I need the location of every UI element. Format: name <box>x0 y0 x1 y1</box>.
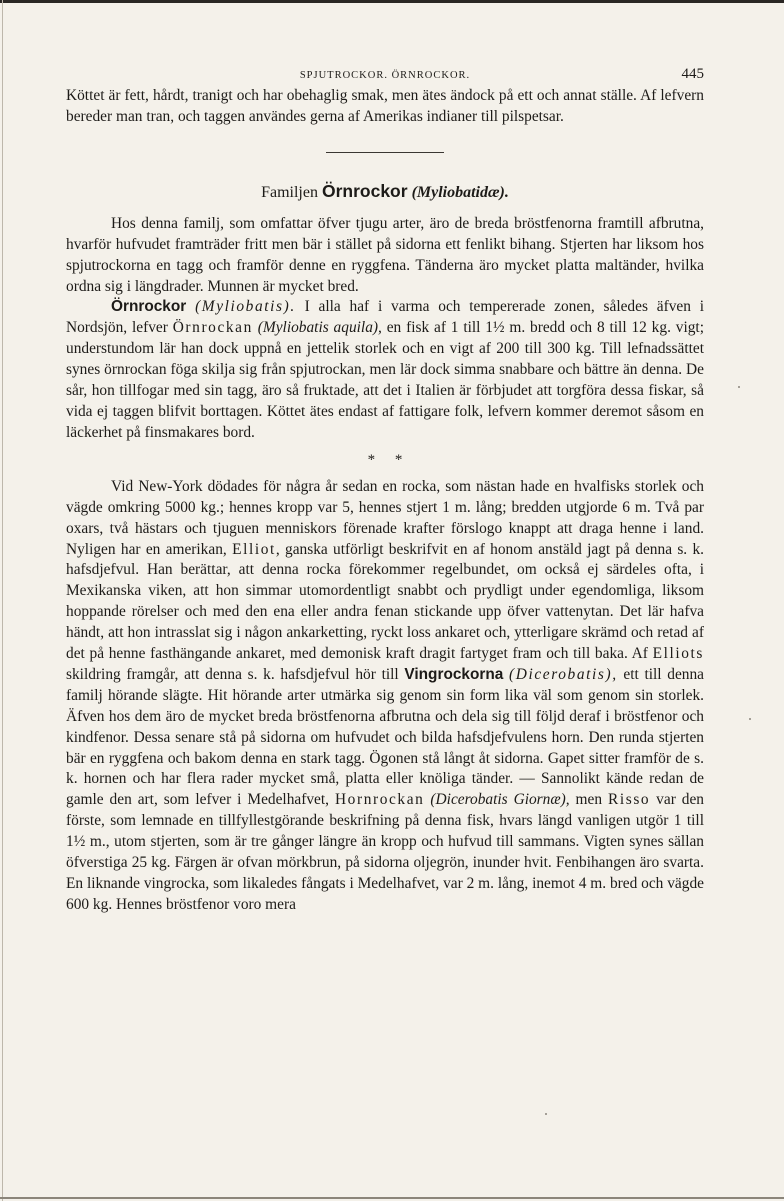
scan-edge-top <box>0 0 784 3</box>
ornrocka-spaced-name: Örnrockan <box>172 319 253 337</box>
elliot-name: Elliot <box>232 540 276 558</box>
giornae-latin: (Dicerobatis Giornæ), <box>430 791 570 809</box>
risso-name: Risso <box>608 791 651 809</box>
page-number: 445 <box>681 66 704 82</box>
newyork-text-4: ett till denna familj hörande slägte. Hit hörande arter utmärka sig genom sin form lika väl som genom sin storlek. Äfven hos dem äro de mycket breda bröstfenorna afbrutna och dela sig till följd deraf i bröstfenor och kindfenor. Dessa senare stå på sidorna om hufvudet och bilda hafsdjefvulens horn. Den runda stjerten bär en ryggfena och bakom denna en stark tagg. Ögonen stå långt åt sidorna. Gapet sitter framför de s. k. hornen och har flera rader mycket små, platta eller knöliga tänder. — Sannolikt kände redan de gamle den art, som lefver i Medelhafvet, <box>66 665 705 809</box>
intro-paragraph: Köttet är fett, hårdt, tranigt och har obehaglig smak, men ätes ändock på ett och annat ställe. Af lefvern bereder man tran, och taggen användes gerna af Amerikas indianer till pilspetsar. <box>66 87 704 125</box>
family-paragraph: Hos denna familj, som omfattar öfver tjugu arter, äro de breda bröstfenorna framtill afbrutna, hvarför hufvudet framträder fritt men bär i stället på sidorna ett fenlikt bihang. Stjerten har liksom hos spjutrockorna en tagg och framför denne en ryggfena. Tänderna äro mycket platta maltänder, hvilka ordna sig i längdrader. Munnen är mycket bred. <box>66 214 704 295</box>
running-head <box>66 62 704 86</box>
newyork-paragraph <box>66 477 704 916</box>
vingrockorna-name: Vingrockorna <box>404 665 504 683</box>
ornrocka-latin-2: (Myliobatis aquila), <box>257 319 382 337</box>
running-head-title: SPJUTROCKOR. ÖRNROCKOR. <box>299 70 471 81</box>
family-heading <box>66 181 704 202</box>
ornrocka-latin: (Myliobatis). <box>195 298 296 316</box>
ornrocka-name: Örnrockor <box>111 298 187 316</box>
newyork-text-2: , ganska utförligt beskrifvit en af honom anstäld jagt på denna s. k. hafsdjefvul. Han berättar, att denna rocka förekommer regelbundet, om också ej särdeles ofta, i Mexikanska viken, att hon simmar utomordentligt snabbt och prydligt under egendomliga, liksom hoppande rörelser och med den ena eller andra fenan stickande upp öfver vattenytan. Det lär hafva händt, att hon intrasslat sig i någon ankarketting, ryckt loss ankaret och, ytterligare skrämd och retad af det på henne fasthängande ankaret, med demonisk kraft dragit fartyget fram och till baka. Af <box>66 540 704 663</box>
ornrocka-paragraph <box>66 297 704 443</box>
section-divider <box>326 152 444 153</box>
family-heading-name: Örnrockor <box>321 180 408 201</box>
dicerobatis-latin: (Dicerobatis), <box>509 665 618 683</box>
ornrocka-text-2: en fisk af 1 till 1½ m. bredd och 8 till 12 kg. vigt; understundom lär han dock uppnå en jettelik storlek och en vigt af 200 till 300 kg. Till lefnadssättet synes örnrockan föga skilja sig från spjutrockan, men lär dock simma snabbare och bättre än denna. De sår, hon tillfogar med sin tagg, äro så fruktade, att det i Italien är förbjudet att torgföra dessa fiskar, så vida ej taggen blifvit borttagen. Köttet ätes endast af fattigare folk, lefvern kommer deremot såsom en läckerhet på finsmakares bord. <box>66 319 704 441</box>
elliots-name: Elliots <box>652 645 704 663</box>
hornrockan-name: Hornrockan <box>334 791 425 809</box>
section-stars: * * <box>367 451 403 468</box>
scan-edge-left <box>2 0 3 1201</box>
newyork-text-6: var den förste, som lemnade en tillfyllestgörande beskrifning på denna fisk, hvars längd vanligen utgör 1 till 1½ m., utom stjerten, som är tre gånger längre än kropp och hufvud till sammans. Vigten synes sällan öfverstiga 25 kg. Färgen är ofvan mörkbrun, på sidorna oljegrön, inunder hvit. Fenbihangen äro svarta. En liknande vingrocka, som likaledes fångats i Medelhafvet, var 2 m. lång, inemot 4 m. bred och vägde 600 kg. Hennes bröstfenor voro mera <box>66 791 704 913</box>
family-heading-latin: (Myliobatidæ). <box>411 183 509 201</box>
ornrocka-text-1: I alla haf i varma och tempererade zonen, således äfven i Nordsjön, lefver <box>66 298 704 337</box>
newyork-text-3: skildring framgår, att denna s. k. hafsdjefvul hör till <box>66 665 405 683</box>
scan-speck <box>545 1113 547 1115</box>
scan-speck <box>749 718 751 720</box>
family-heading-prefix: Familjen <box>261 183 318 201</box>
newyork-text-1: Vid New-York dödades för några år sedan en rocka, som nästan hade en hvalfisks storlek och vägde omkring 5000 kg.; hennes kropp var 5, hennes stjert 1 m. lång; bredden utgjorde 6 m. Två par oxars, två hästars och tjuguen menniskors förenade krafter förslogo knappt att draga henne i land. Nyligen har en amerikan, <box>66 477 704 558</box>
scan-edge-bottom <box>0 1197 784 1199</box>
book-page <box>66 62 704 916</box>
newyork-text-5: men <box>569 791 608 809</box>
scan-speck <box>738 386 740 388</box>
